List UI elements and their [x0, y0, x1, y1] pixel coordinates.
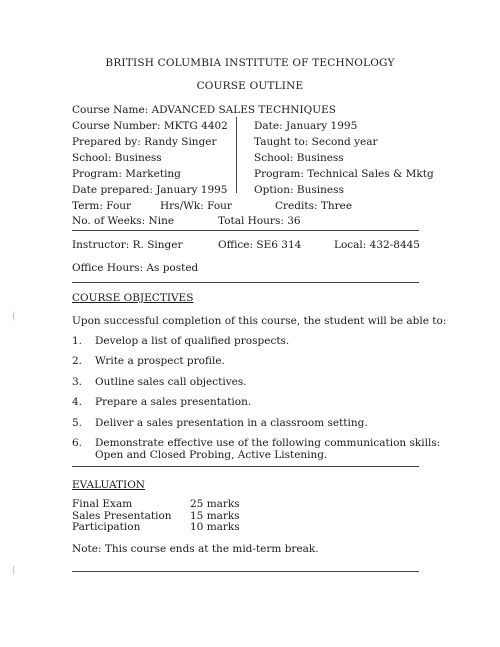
evaluation-heading: EVALUATION — [72, 479, 145, 491]
local-phone: Local: 432-8445 — [334, 239, 420, 251]
office-hours: Office Hours: As posted — [72, 262, 199, 274]
objective-text: Deliver a sales presentation in a classroom setting. — [95, 417, 368, 429]
hours-per-week: Hrs/Wk: Four — [160, 200, 232, 212]
document-title: COURSE OUTLINE — [196, 80, 304, 92]
instructor: Instructor: R. Singer — [72, 239, 183, 251]
objective-text: Develop a list of qualified prospects. — [95, 335, 290, 347]
total-hours: Total Hours: 36 — [218, 215, 301, 227]
credits: Credits: Three — [275, 200, 353, 212]
evaluation-marks: 25 marks — [190, 498, 240, 510]
scan-mark: ( — [12, 311, 16, 322]
office: Office: SE6 314 — [218, 239, 302, 251]
scan-mark: ( — [12, 565, 16, 576]
taught-to: Taught to: Second year — [254, 136, 378, 148]
school-right: School: Business — [254, 152, 344, 164]
objective-number: 5. — [72, 417, 83, 429]
objective-text-continued: Open and Closed Probing, Active Listening. — [95, 449, 328, 461]
prepared-by: Prepared by: Randy Singer — [72, 136, 217, 148]
evaluation-item: Final Exam — [72, 498, 133, 510]
evaluation-item: Participation — [72, 521, 141, 533]
objectives-heading: COURSE OBJECTIVES — [72, 292, 194, 304]
evaluation-marks: 15 marks — [190, 510, 240, 522]
objective-text: Write a prospect profile. — [95, 355, 225, 367]
objectives-intro: Upon successful completion of this course, the student will be able to: — [72, 315, 447, 327]
option: Option: Business — [254, 184, 344, 196]
objective-number: 2. — [72, 355, 83, 367]
objective-number: 6. — [72, 437, 83, 449]
school-left: School: Business — [72, 152, 162, 164]
info-divider — [236, 117, 237, 193]
program-right: Program: Technical Sales & Mktg — [254, 168, 434, 180]
institution-name: BRITISH COLUMBIA INSTITUTE OF TECHNOLOGY — [105, 57, 395, 69]
objective-number: 3. — [72, 376, 83, 388]
evaluation-marks: 10 marks — [190, 521, 240, 533]
course-number: Course Number: MKTG 4402 — [72, 120, 228, 132]
term: Term: Four — [72, 200, 132, 212]
objective-text: Prepare a sales presentation. — [95, 396, 252, 408]
course-name: Course Name: ADVANCED SALES TECHNIQUES — [72, 104, 336, 116]
date-prepared: Date prepared: January 1995 — [72, 184, 228, 196]
number-of-weeks: No. of Weeks: Nine — [72, 215, 175, 227]
course-date: Date: January 1995 — [254, 120, 358, 132]
objective-text: Outline sales call objectives. — [95, 376, 247, 388]
course-note: Note: This course ends at the mid-term break. — [72, 543, 319, 555]
evaluation-item: Sales Presentation — [72, 510, 172, 522]
objective-number: 1. — [72, 335, 83, 347]
divider-line — [72, 282, 419, 283]
divider-line — [72, 230, 419, 231]
objective-text: Demonstrate effective use of the following communication skills: — [95, 437, 441, 449]
program-left: Program: Marketing — [72, 168, 181, 180]
divider-line — [72, 571, 419, 572]
divider-line — [72, 466, 419, 467]
objective-number: 4. — [72, 396, 83, 408]
